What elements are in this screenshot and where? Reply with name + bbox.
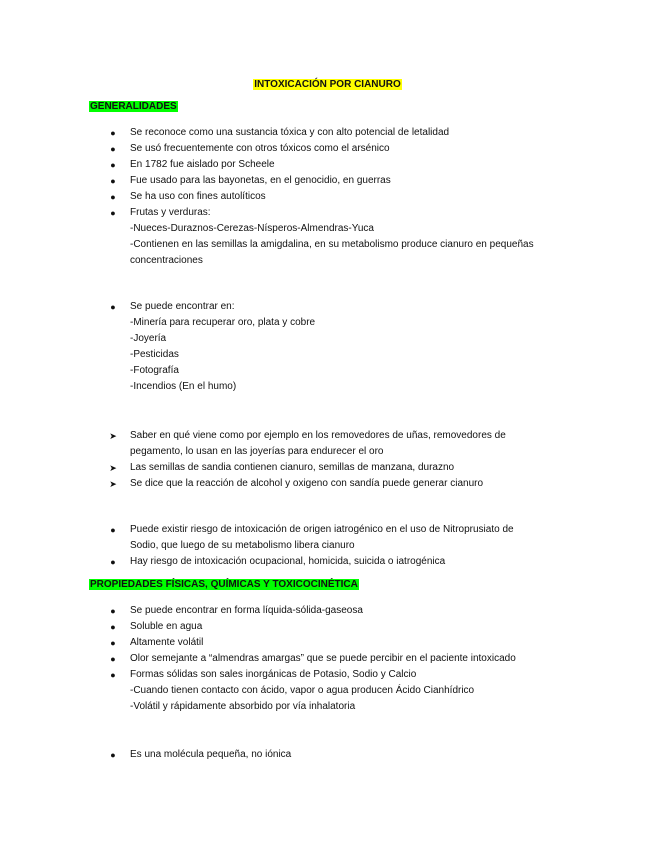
bullet-icon: ● bbox=[110, 144, 116, 154]
sub-line: -Volátil y rápidamente absorbido por vía inhalatoria bbox=[130, 701, 356, 712]
list-item bbox=[108, 428, 568, 460]
list-item-text: Se puede encontrar en forma líquida-sólida-gaseosa bbox=[130, 605, 363, 616]
list-item-text: Saber en qué viene como por ejemplo en los removedores de uñas, removedores de bbox=[130, 430, 506, 441]
bullet-icon: ● bbox=[110, 160, 116, 170]
sub-line: -Incendios (En el humo) bbox=[130, 381, 237, 392]
propiedades-list bbox=[108, 603, 568, 715]
bullet-icon: ● bbox=[110, 622, 116, 632]
list-item bbox=[108, 651, 568, 667]
list-item bbox=[108, 157, 568, 173]
bullet-icon: ● bbox=[110, 128, 116, 138]
sub-line: -Joyería bbox=[130, 333, 167, 344]
bullet-icon: ● bbox=[110, 606, 116, 616]
list-item-text: Hay riesgo de intoxicación ocupacional, homicida, suicida o iatrogénica bbox=[130, 556, 446, 567]
bullet-icon: ● bbox=[110, 192, 116, 202]
list-item bbox=[108, 460, 568, 476]
list-item-text: Se puede encontrar en: bbox=[130, 301, 235, 312]
list-item bbox=[108, 635, 568, 651]
generalidades-list bbox=[108, 125, 568, 269]
list-item bbox=[108, 747, 568, 763]
sub-line: -Contienen en las semillas la amigdalina, en su metabolismo produce cianuro en pequeñas bbox=[130, 239, 534, 250]
arrow-icon: ➤ bbox=[109, 479, 117, 489]
arrow-icon: ➤ bbox=[109, 431, 117, 441]
list-item-text: Frutas y verduras: bbox=[130, 207, 211, 218]
list-item-text: Formas sólidas son sales inorgánicas de Potasio, Sodio y Calcio bbox=[130, 669, 417, 680]
sub-line: Sodio, que luego de su metabolismo libera cianuro bbox=[130, 540, 355, 551]
list-item bbox=[108, 603, 568, 619]
molecule-list bbox=[108, 747, 568, 763]
list-item-text: Fue usado para las bayonetas, en el genocidio, en guerras bbox=[130, 175, 391, 186]
bullet-icon: ● bbox=[110, 750, 116, 760]
sub-line: pegamento, lo usan en las joyerías para endurecer el oro bbox=[130, 446, 384, 457]
list-item-text: Se ha uso con fines autolíticos bbox=[130, 191, 266, 202]
list-item-text: Olor semejante a “almendras amargas” que se puede percibir en el paciente intoxicado bbox=[130, 653, 516, 664]
arrow-list bbox=[108, 428, 568, 492]
risk-list bbox=[108, 522, 568, 570]
arrow-icon: ➤ bbox=[109, 463, 117, 473]
list-item-text: Se usó frecuentemente con otros tóxicos como el arsénico bbox=[130, 143, 390, 154]
list-item-text: En 1782 fue aislado por Scheele bbox=[130, 159, 275, 170]
list-item bbox=[108, 554, 568, 570]
list-item-text: Se dice que la reacción de alcohol y oxigeno con sandía puede generar cianuro bbox=[130, 478, 484, 489]
bullet-icon: ● bbox=[110, 670, 116, 680]
list-item bbox=[108, 189, 568, 205]
sub-line: -Cuando tienen contacto con ácido, vapor o agua producen Ácido Cianhídrico bbox=[130, 685, 475, 696]
sub-line: -Fotografía bbox=[130, 365, 179, 376]
bullet-icon: ● bbox=[110, 176, 116, 186]
bullet-icon: ● bbox=[110, 525, 116, 535]
list-item bbox=[108, 667, 568, 715]
sources-list bbox=[108, 299, 568, 395]
list-item-text: Altamente volátil bbox=[130, 637, 204, 648]
sub-line: concentraciones bbox=[130, 255, 203, 266]
generalidades-heading: GENERALIDADES bbox=[90, 101, 177, 112]
bullet-icon: ● bbox=[110, 208, 116, 218]
bullet-icon: ● bbox=[110, 557, 116, 567]
bullet-icon: ● bbox=[110, 638, 116, 648]
section-heading-generalidades bbox=[89, 100, 178, 114]
sub-line: -Pesticidas bbox=[130, 349, 179, 360]
propiedades-heading: PROPIEDADES FÍSICAS, QUÍMICAS Y TOXICOCINÉTICA bbox=[90, 579, 358, 590]
list-item bbox=[108, 476, 568, 492]
list-item bbox=[108, 619, 568, 635]
section-heading-propiedades bbox=[89, 578, 359, 592]
list-item bbox=[108, 299, 568, 395]
list-item bbox=[108, 141, 568, 157]
bullet-icon: ● bbox=[110, 654, 116, 664]
list-item bbox=[108, 173, 568, 189]
list-item-text: Soluble en agua bbox=[130, 621, 203, 632]
list-item bbox=[108, 522, 568, 554]
sub-line: -Nueces-Duraznos-Cerezas-Nísperos-Almendras-Yuca bbox=[130, 223, 374, 234]
list-item-text: Puede existir riesgo de intoxicación de origen iatrogénico en el uso de Nitroprusiato de bbox=[130, 524, 514, 535]
list-item-text: Las semillas de sandia contienen cianuro, semillas de manzana, durazno bbox=[130, 462, 455, 473]
title-container bbox=[0, 79, 655, 90]
list-item-text: Se reconoce como una sustancia tóxica y con alto potencial de letalidad bbox=[130, 127, 450, 138]
sub-line: -Minería para recuperar oro, plata y cobre bbox=[130, 317, 316, 328]
list-item bbox=[108, 205, 568, 269]
list-item bbox=[108, 125, 568, 141]
bullet-icon: ● bbox=[110, 302, 116, 312]
document-title: INTOXICACIÓN POR CIANURO bbox=[254, 79, 401, 90]
list-item-text: Es una molécula pequeña, no iónica bbox=[130, 749, 292, 760]
